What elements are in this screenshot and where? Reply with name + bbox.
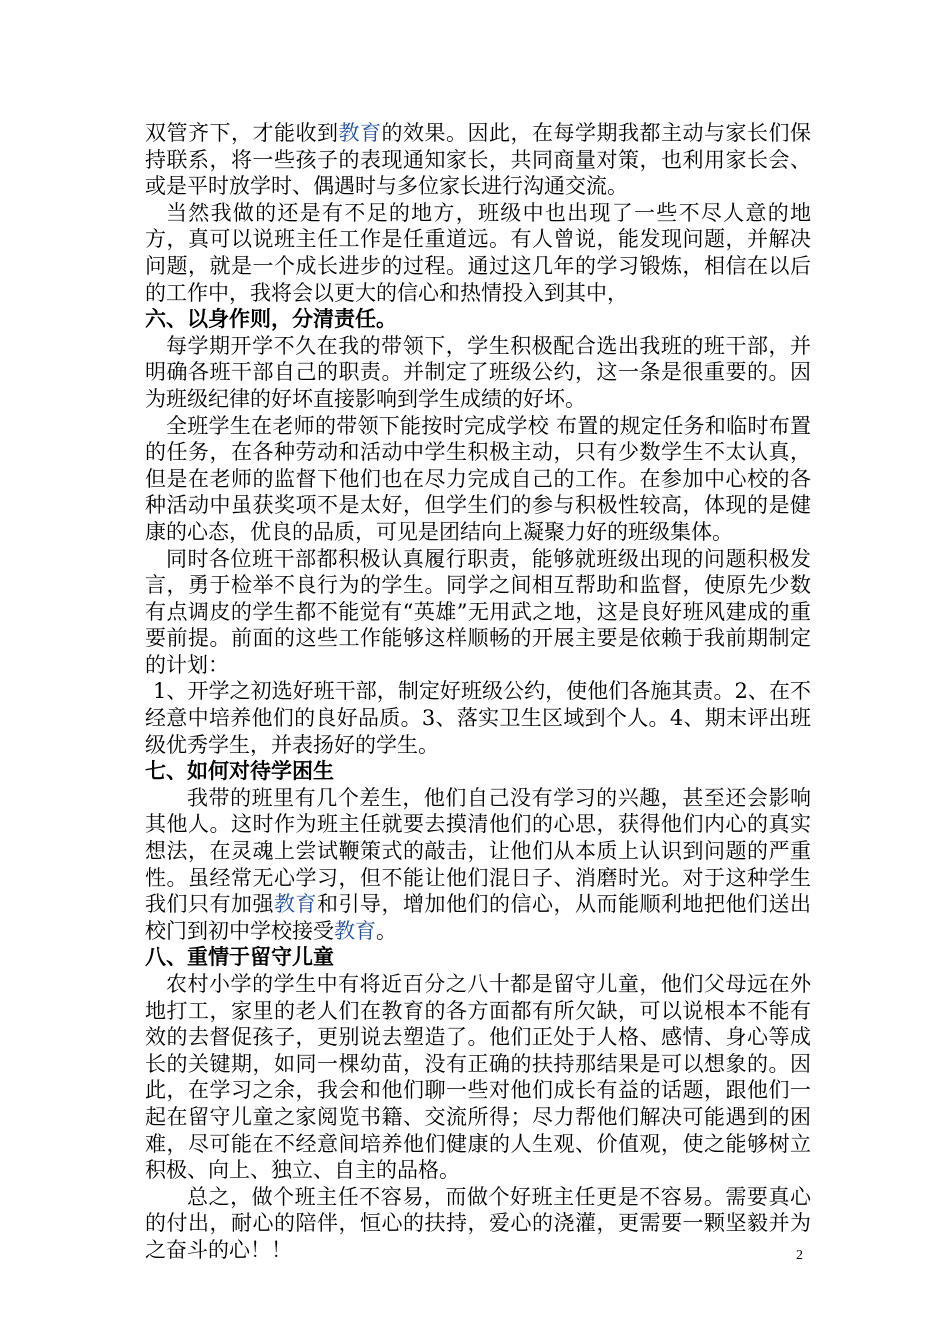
- body-paragraph: [145, 333, 811, 413]
- text-segment: 全班学生在老师的带领下能按时完成学校 布置的规定任务和临时布置的任务，在各种劳动和活动中学生积极主动，只有少数学生不太认真，但是在老师的监督下他们也在尽力完成自己的工作。在参加中心校的各种活动中虽获奖项不是太好，但学生们的参与积极性较高，体现的是健康的心态，优良的品质，可见是团结向上凝聚力好的班级集体。: [145, 413, 811, 544]
- text-segment: 总之，做个班主任不容易，而做个好班主任更是不容易。需要真心的付出，耐心的陪伴，恒心的扶持，爱心的浇灌，更需要一颗坚毅并为之奋斗的心！！: [145, 1184, 811, 1262]
- body-paragraph: [145, 120, 811, 200]
- body-paragraph: [145, 785, 811, 945]
- body-paragraph: [145, 1184, 811, 1264]
- body-paragraph: [145, 413, 811, 546]
- text-segment: 当然我做的还是有不足的地方，班级中也出现了一些不尽人意的地方，真可以说班主任工作是任重道远。有人曾说，能发现问题，并解决问题，就是一个成长进步的过程。通过这几年的学习锻炼，相信在以后的工作中，我将会以更大的信心和热情投入到其中，: [145, 200, 811, 305]
- text-segment: 和引导，增加他们的信心，从而能顺利地把他们送出校门到初中学校接受: [145, 892, 811, 943]
- text-segment: 1、开学之初选好班干部，制定好班级公约，使他们各施其责。2、在不经意中培养他们的良好品质。3、落实卫生区域到个人。4、期末评出班级优秀学生，并表扬好的学生。: [145, 679, 811, 757]
- text-segment: 每学期开学不久在我的带领下，学生积极配合选出我班的班干部，并明确各班干部自己的职责。并制定了班级公约，这一条是很重要的。因为班级纪律的好坏直接影响到学生成绩的好坏。: [145, 333, 811, 411]
- section-heading: [145, 758, 811, 785]
- body-paragraph: [145, 971, 811, 1184]
- text-segment: 我带的班里有几个差生，他们自己没有学习的兴趣，甚至还会影响其他人。这时作为班主任就要去摸清他们的心思，获得他们内心的真实想法，在灵魂上尝试鞭策式的敲击，让他们从本质上认识到问题的严重性。虽经常无心学习，但不能让他们混日子、消磨时光。对于这种学生我们只有加强: [145, 785, 811, 917]
- body-paragraph: [145, 678, 811, 758]
- keyword-link[interactable]: 教育: [274, 892, 317, 917]
- keyword-link[interactable]: 教育: [334, 918, 376, 943]
- document-page: [145, 120, 811, 1264]
- text-segment: 八、重情于留守儿童: [145, 944, 334, 970]
- text-segment: 的效果。因此，在每学期我都主动与家长们保持联系，将一些孩子的表现通知家长，共同商量对策，也利用家长会、或是平时放学时、偶遇时与多位家长进行沟通交流。: [145, 121, 811, 199]
- page-number: 2: [796, 1248, 803, 1263]
- section-heading: [145, 306, 811, 333]
- keyword-link[interactable]: 教育: [338, 121, 382, 145]
- document-body: [145, 120, 811, 1264]
- text-segment: 七、如何对待学困生: [145, 758, 334, 784]
- text-segment: 六、以身作则，分清责任。: [145, 306, 397, 332]
- text-segment: 双管齐下，才能收到: [145, 121, 339, 145]
- body-paragraph: [145, 200, 811, 306]
- text-segment: 农村小学的学生中有将近百分之八十都是留守儿童，他们父母远在外地打工，家里的老人们在教育的各方面都有所欠缺，可以说根本不能有效的去督促孩子，更别说去塑造了。他们正处于人格、感情、身心等成长的关键期，如同一棵幼苗，没有正确的扶持那结果是可以想象的。因此，在学习之余，我会和他们聊一些对他们成长有益的话题，跟他们一起在留守儿童之家阅览书籍、交流所得；尽力帮他们解决可能遇到的困难，尽可能在不经意间培养他们健康的人生观、价值观，使之能够树立积极、向上、独立、自主的品格。: [145, 972, 811, 1183]
- text-segment: 。: [376, 918, 397, 943]
- section-heading: [145, 944, 811, 971]
- text-segment: 同时各位班干部都积极认真履行职责，能够就班级出现的问题积极发言，勇于检举不良行为的学生。同学之间相互帮助和监督，使原先少数有点调皮的学生都不能觉有“英雄”无用武之地，这是良好班风建成的重要前提。前面的这些工作能够这样顺畅的开展主要是依赖于我前期制定的计划：: [145, 546, 811, 677]
- body-paragraph: [145, 546, 811, 679]
